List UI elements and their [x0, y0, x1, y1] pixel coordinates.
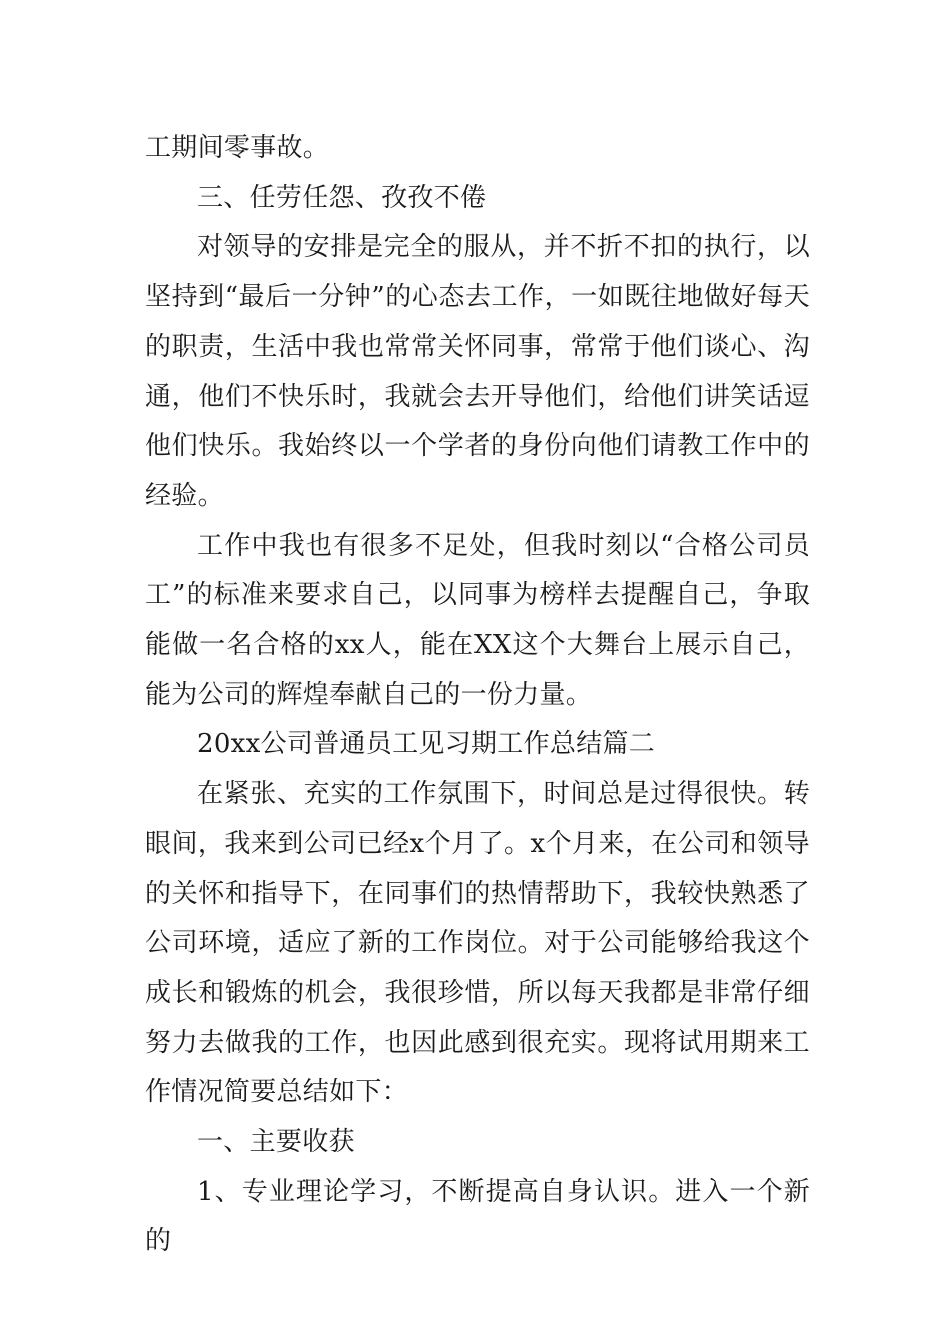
paragraph-3: 工作中我也有很多不足处，但我时刻以“合格公司员工”的标准来要求自己，以同事为榜样去提醒自己，争取能做一名合格的xx人，能在XX这个大舞台上展示自己，能为公司的辉煌奉献自己的一份力量。 — [145, 530, 810, 710]
paragraph-1: 工期间零事故。 — [145, 133, 330, 163]
document-body — [145, 124, 810, 1267]
paragraph-2: 对领导的安排是完全的服从，并不折不扣的执行，以坚持到“最后一分钟”的心态去工作，一如既往地做好每天的职责，生活中我也常常关怀同事，常常于他们谈心、沟通，他们不快乐时，我就会去开导他们，给他们讲笑话逗他们快乐。我始终以一个学者的身份向他们请教工作中的经验。 — [145, 232, 810, 511]
paragraph-4: 在紧张、充实的工作氛围下，时间总是过得很快。转眼间，我来到公司已经x个月了。x个月来，在公司和领导的关怀和指导下，在同事们的热情帮助下，我较快熟悉了公司环境，适应了新的工作岗位。对于公司能够给我这个成长和锻炼的机会，我很珍惜，所以每天我都是非常仔细努力去做我的工作，也因此感到很充实。现将试用期来工作情况简要总结如下： — [145, 779, 810, 1108]
section-heading-3: 三、任劳任怨、孜孜不倦 — [197, 182, 487, 213]
article-title-part-2: 20xx公司普通员工见习期工作总结篇二 — [197, 729, 656, 760]
section-heading-1: 一、主要收获 — [197, 1127, 355, 1158]
paragraph-5: 1、专业理论学习，不断提高自身认识。进入一个新的 — [145, 1176, 810, 1257]
